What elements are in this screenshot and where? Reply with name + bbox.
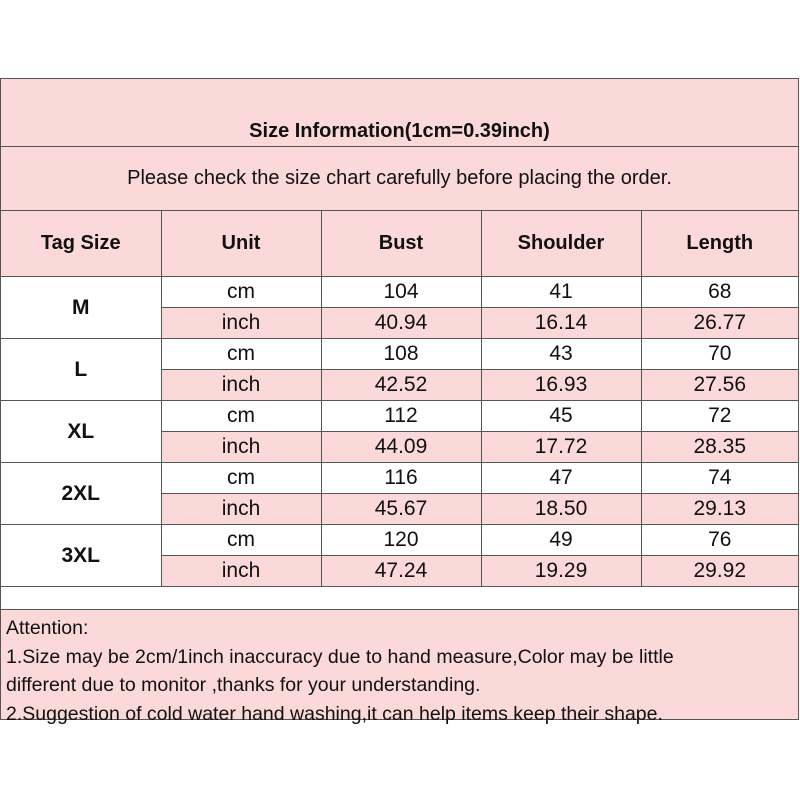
attention-line: different due to monitor ,thanks for your understanding. (6, 674, 481, 696)
column-header: Tag Size (1, 211, 161, 277)
shoulder-cell: 19.29 (481, 556, 641, 587)
bust-cell: 45.67 (321, 494, 481, 525)
shoulder-cell: 16.93 (481, 370, 641, 401)
length-cell: 29.92 (641, 556, 798, 587)
bust-cell: 44.09 (321, 432, 481, 463)
unit-cell: inch (161, 556, 321, 587)
shoulder-cell: 45 (481, 401, 641, 432)
bust-cell: 40.94 (321, 308, 481, 339)
attention-notes (1, 609, 798, 725)
table-row (1, 463, 798, 494)
attention-line: 2.Suggestion of cold water hand washing,it can help items keep their shape. (6, 702, 663, 725)
shoulder-cell: 49 (481, 525, 641, 556)
column-header: Bust (321, 211, 481, 277)
tag-size-cell: M (1, 277, 161, 339)
shoulder-cell: 43 (481, 339, 641, 370)
unit-cell: cm (161, 463, 321, 494)
unit-cell: inch (161, 308, 321, 339)
shoulder-cell: 41 (481, 277, 641, 308)
attention-heading: Attention: (6, 617, 89, 639)
table-row (1, 277, 798, 308)
table-row (1, 525, 798, 556)
bust-cell: 116 (321, 463, 481, 494)
table-header-row (1, 211, 798, 277)
length-cell: 72 (641, 401, 798, 432)
bust-cell: 120 (321, 525, 481, 556)
bust-cell: 104 (321, 277, 481, 308)
tag-size-cell: 2XL (1, 463, 161, 525)
unit-cell: cm (161, 277, 321, 308)
unit-cell: inch (161, 494, 321, 525)
attention-line: 1.Size may be 2cm/1inch inaccuracy due to hand measure,Color may be little (6, 645, 674, 668)
bust-cell: 42.52 (321, 370, 481, 401)
unit-cell: inch (161, 370, 321, 401)
column-header: Unit (161, 211, 321, 277)
table-row (1, 401, 798, 432)
tag-size-cell: XL (1, 401, 161, 463)
shoulder-cell: 47 (481, 463, 641, 494)
shoulder-cell: 18.50 (481, 494, 641, 525)
tag-size-cell: 3XL (1, 525, 161, 587)
chart-title: Size Information(1cm=0.39inch) (1, 79, 798, 147)
length-cell: 29.13 (641, 494, 798, 525)
length-cell: 74 (641, 463, 798, 494)
chart-note: Please check the size chart carefully before placing the order. (1, 147, 798, 211)
table-row (1, 339, 798, 370)
bust-cell: 108 (321, 339, 481, 370)
bust-cell: 47.24 (321, 556, 481, 587)
column-header: Shoulder (481, 211, 641, 277)
unit-cell: inch (161, 432, 321, 463)
length-cell: 76 (641, 525, 798, 556)
unit-cell: cm (161, 339, 321, 370)
column-header: Length (641, 211, 798, 277)
tag-size-cell: L (1, 339, 161, 401)
shoulder-cell: 17.72 (481, 432, 641, 463)
unit-cell: cm (161, 525, 321, 556)
length-cell: 26.77 (641, 308, 798, 339)
size-table (1, 211, 798, 587)
shoulder-cell: 16.14 (481, 308, 641, 339)
length-cell: 28.35 (641, 432, 798, 463)
length-cell: 68 (641, 277, 798, 308)
unit-cell: cm (161, 401, 321, 432)
length-cell: 27.56 (641, 370, 798, 401)
length-cell: 70 (641, 339, 798, 370)
bust-cell: 112 (321, 401, 481, 432)
size-chart (0, 78, 799, 725)
